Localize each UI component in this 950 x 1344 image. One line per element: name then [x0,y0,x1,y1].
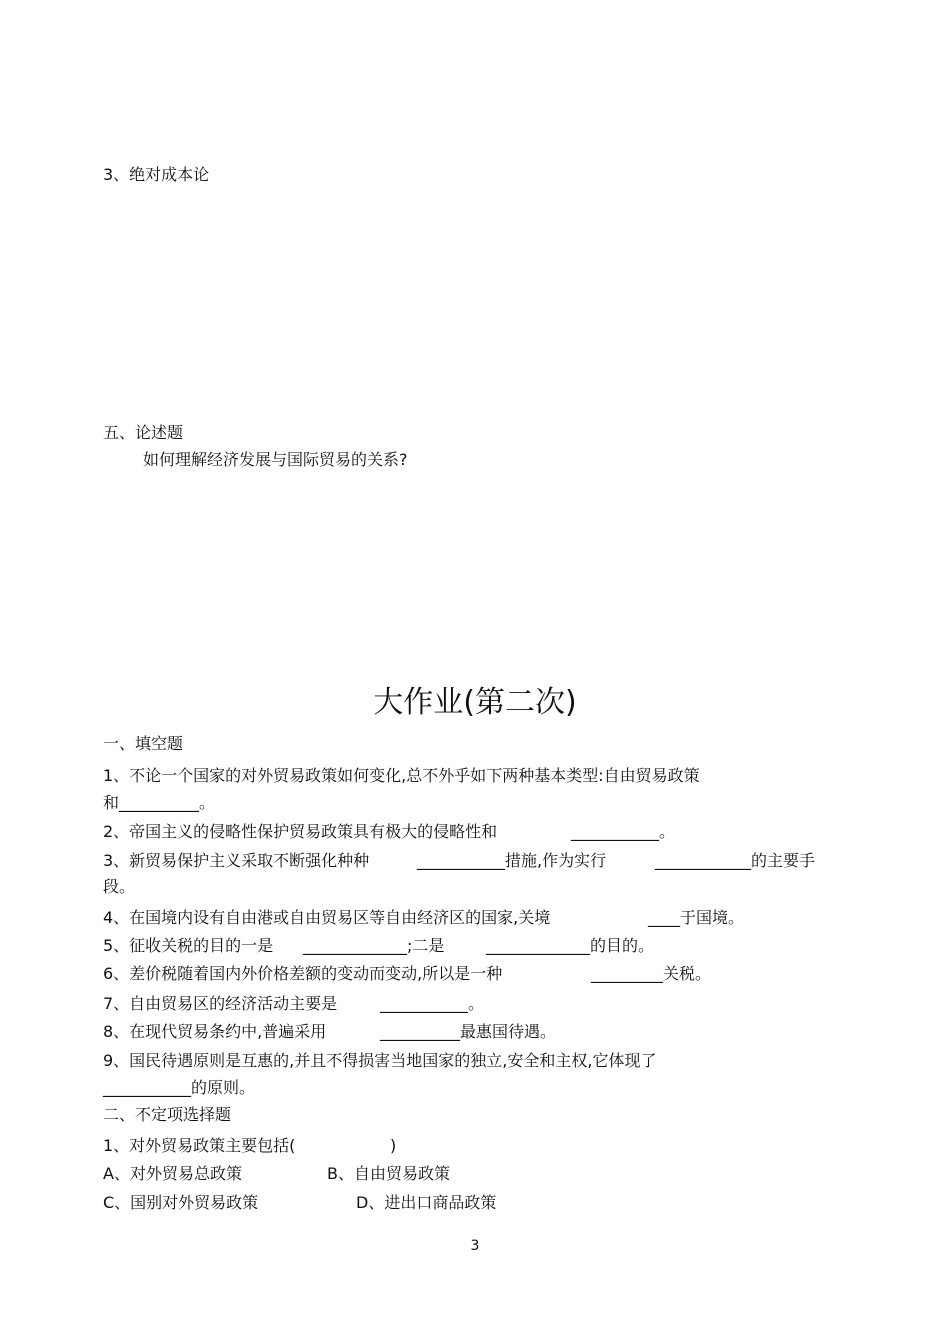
mc-question-1-close: ) [390,1136,397,1155]
part5-heading: 五、论述题 [103,423,184,442]
option-c: C、国别对外贸易政策 [103,1193,259,1212]
question-5-blank-2: _____________的目的。 [486,936,655,955]
question-3-blank-1: ___________措施,作为实行 [417,851,607,870]
question-3-line-2: 段。 [103,877,136,896]
part5-question: 如何理解经济发展与国际贸易的关系? [143,450,408,469]
question-1-line-2: 和__________。 [103,793,216,812]
question-9-line-1: 9、国民待遇原则是互惠的,并且不得损害当地国家的独立,安全和主权,它体现了 [103,1051,657,1070]
part2-heading: 二、不定项选择题 [103,1105,232,1124]
question-5-blank-1: _____________;二是 [303,936,445,955]
question-2-blank: ___________。 [571,822,676,841]
part1-heading: 一、填空题 [103,734,184,753]
question-4-text: 4、在国境内设有自由港或自由贸易区等自由经济区的国家,关境 [103,908,551,927]
option-b: B、自由贸易政策 [327,1164,450,1183]
option-a: A、对外贸易总政策 [103,1164,242,1183]
question-6-text: 6、差价税随着国内外价格差额的变动而变动,所以是一种 [103,964,503,983]
page-title: 大作业(第二次) [373,685,577,720]
question-2-text: 2、帝国主义的侵略性保护贸易政策具有极大的侵略性和 [103,822,498,841]
question-5-text: 5、征收关税的目的一是 [103,936,274,955]
question-7-text: 7、自由贸易区的经济活动主要是 [103,994,338,1013]
question-8-text: 8、在现代贸易条约中,普遍采用 [103,1022,327,1041]
question-3-blank-2: ____________的主要手 [655,851,816,870]
question-8-blank: __________最惠国待遇。 [380,1022,557,1041]
option-d: D、进出口商品政策 [356,1193,497,1212]
mc-question-1: 1、对外贸易政策主要包括( [103,1136,296,1155]
page-number: 3 [470,1238,480,1254]
question-3-text: 3、新贸易保护主义采取不断强化种种 [103,851,370,870]
question-6-blank: _________关税。 [591,964,712,983]
question-1-line-1: 1、不论一个国家的对外贸易政策如何变化,总不外乎如下两种基本类型:自由贸易政策 [103,766,700,785]
question-9-line-2: ___________的原则。 [103,1078,256,1097]
question-7-blank: ___________。 [380,994,485,1013]
item-absolute-cost-theory: 3、绝对成本论 [103,165,210,184]
question-4-blank: ____于国境。 [648,908,745,927]
